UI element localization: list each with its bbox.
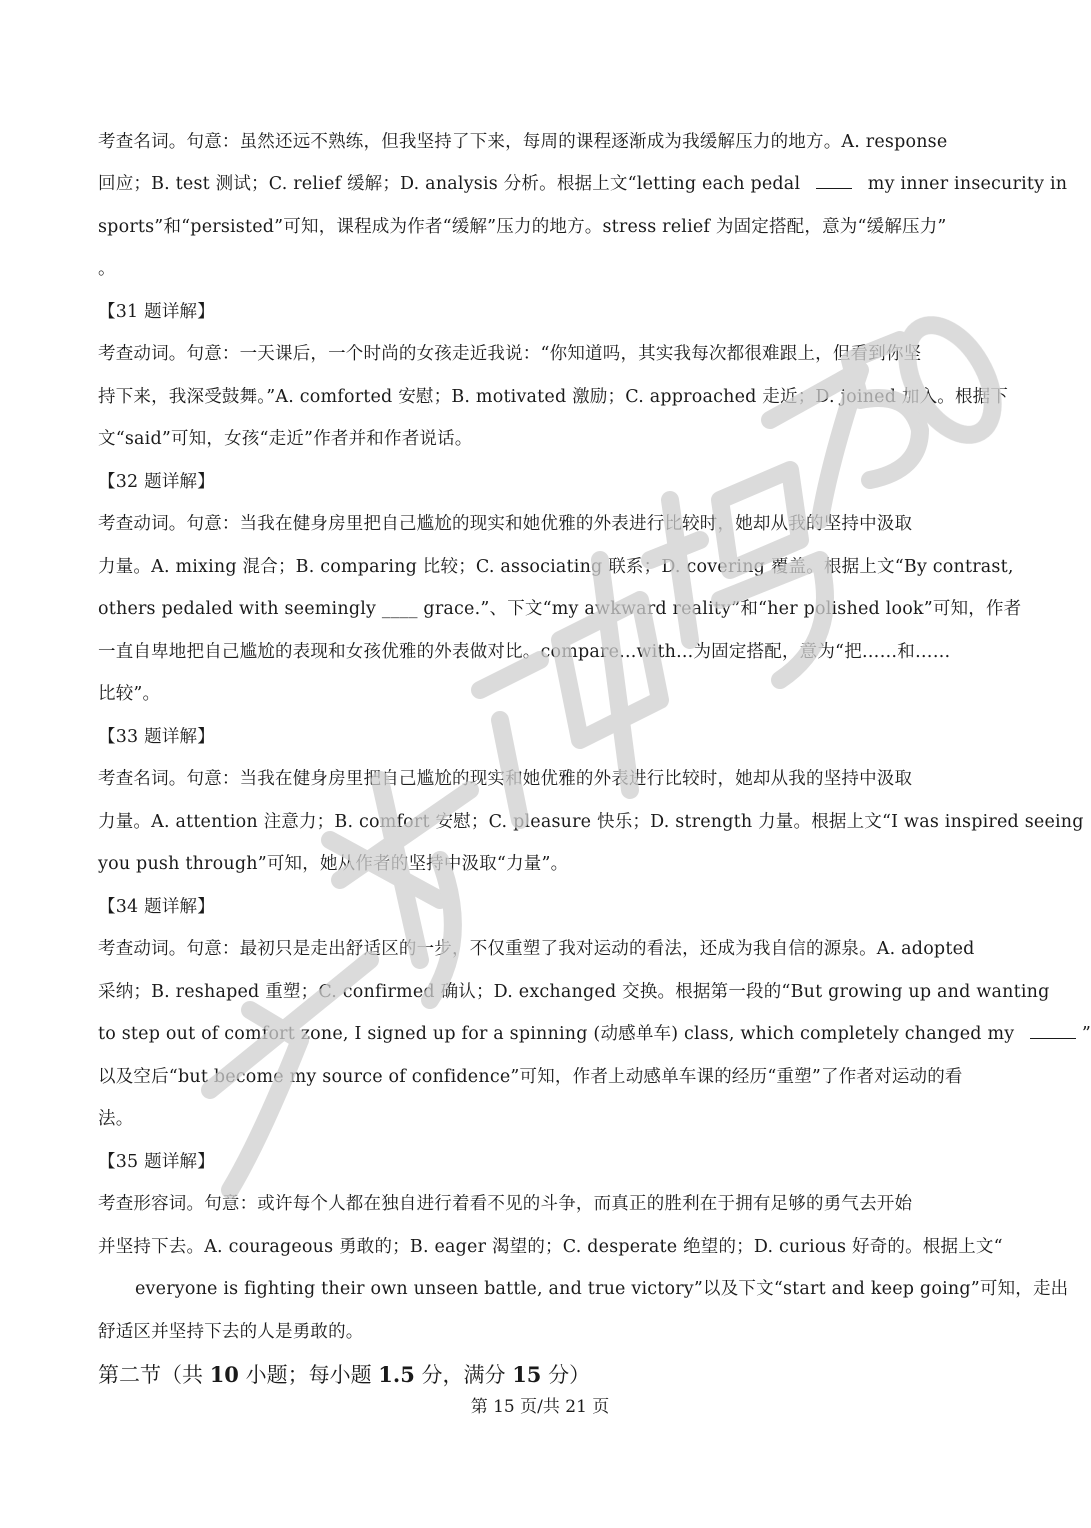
text-line: others pedaled with seemingly ____ grace.”、下文“my awkward reality”和“her polished look”可知，作者: [98, 599, 1022, 619]
text-line: 力量。A. attention 注意力；B. comfort 安慰；C. pleasure 快乐；D. strength 力量。根据上文“I was inspired seeing: [98, 812, 1084, 832]
text-line: 力量。A. mixing 混合；B. comparing 比较；C. associating 联系；D. covering 覆盖。根据上文“By contrast,: [98, 557, 1014, 577]
text-line: 并坚持下去。A. courageous 勇敢的；B. eager 渴望的；C. desperate 绝望的；D. curious 好奇的。根据上文“: [98, 1237, 1003, 1257]
section-text: 第二节（共: [98, 1363, 210, 1387]
text-segment: to step out of comfort zone, I signed up for a spinning (动感单车) class, which completely changed my: [98, 1024, 1015, 1044]
text-line: 舒适区并坚持下去的人是勇敢的。: [98, 1322, 364, 1342]
section-text: 小题；每小题: [238, 1363, 379, 1387]
section-number: 15: [512, 1362, 542, 1387]
text-line: [98, 1022, 1091, 1046]
section-text: 分，满分: [414, 1363, 513, 1387]
page-footer: 第 15 页/共 21 页: [470, 1397, 610, 1417]
text-line: 考查动词。句意：最初只是走出舒适区的一步，不仅重塑了我对运动的看法，还成为我自信的源泉。A. adopted: [98, 939, 975, 959]
text-line: 持下来，我深受鼓舞。”A. comforted 安慰；B. motivated 激励；C. approached 走近；D. joined 加入。根据下: [98, 387, 1009, 407]
text-line: 考查名词。句意：当我在健身房里把自己尴尬的现实和她优雅的外表进行比较时，她却从我的坚持中汲取: [98, 769, 913, 789]
text-line: you push through”可知，她从作者的坚持中汲取“力量”。: [98, 854, 569, 874]
text-line: 一直自卑地把自己尴尬的表现和女孩优雅的外表做对比。compare...with...为固定搭配，意为“把……和……: [98, 642, 951, 662]
text-line: 考查动词。句意：一天课后，一个时尚的女孩走近我说：“你知道吗，其实我每次都很难跟上，但看到你坚: [98, 344, 922, 364]
section-text: 分）: [541, 1363, 591, 1387]
text-line: 法。: [98, 1109, 134, 1129]
question-heading-33: 【33 题详解】: [98, 727, 215, 747]
text-line: sports”和“persisted”可知，课程成为作者“缓解”压力的地方。stress relief 为固定搭配，意为“缓解压力”: [98, 217, 947, 237]
text-line: 。: [98, 259, 116, 279]
text-line: everyone is fighting their own unseen battle, and true victory”以及下文“start and keep going”可知，走出: [135, 1279, 1069, 1299]
answer-blank: [816, 174, 852, 189]
answer-blank: [1030, 1024, 1076, 1039]
text-segment: 回应；B. test 测试；C. relief 缓解；D. analysis 分析。根据上文“letting each pedal: [98, 174, 801, 194]
text-line: 比较”。: [98, 684, 161, 704]
section-number: 10: [209, 1362, 239, 1387]
text-line: 考查形容词。句意：或许每个人都在独自进行着看不见的斗争，而真正的胜利在于拥有足够的勇气去开始: [98, 1194, 913, 1214]
text-line: 以及空后“but become my source of confidence”可知，作者上动感单车课的经历“重塑”了作者对运动的看: [98, 1067, 963, 1087]
question-heading-34: 【34 题详解】: [98, 897, 215, 917]
text-segment: ”: [1081, 1024, 1091, 1044]
text-segment: my inner insecurity in: [867, 174, 1068, 194]
question-heading-32: 【32 题详解】: [98, 472, 215, 492]
text-line: 文“said”可知，女孩“走近”作者并和作者说话。: [98, 429, 473, 449]
text-line: 考查名词。句意：虽然还远不熟练，但我坚持了下来，每周的课程逐渐成为我缓解压力的地方。A. response: [98, 132, 948, 152]
text-line: [98, 172, 1068, 196]
text-line: 考查动词。句意：当我在健身房里把自己尴尬的现实和她优雅的外表进行比较时，她却从我的坚持中汲取: [98, 514, 913, 534]
section-number: 1.5: [378, 1362, 415, 1387]
question-heading-35: 【35 题详解】: [98, 1152, 215, 1172]
text-line: 采纳；B. reshaped 重塑；C. confirmed 确认；D. exchanged 交换。根据第一段的“But growing up and wanting: [98, 982, 1050, 1002]
question-heading-31: 【31 题详解】: [98, 302, 215, 322]
section-title: [98, 1360, 590, 1390]
